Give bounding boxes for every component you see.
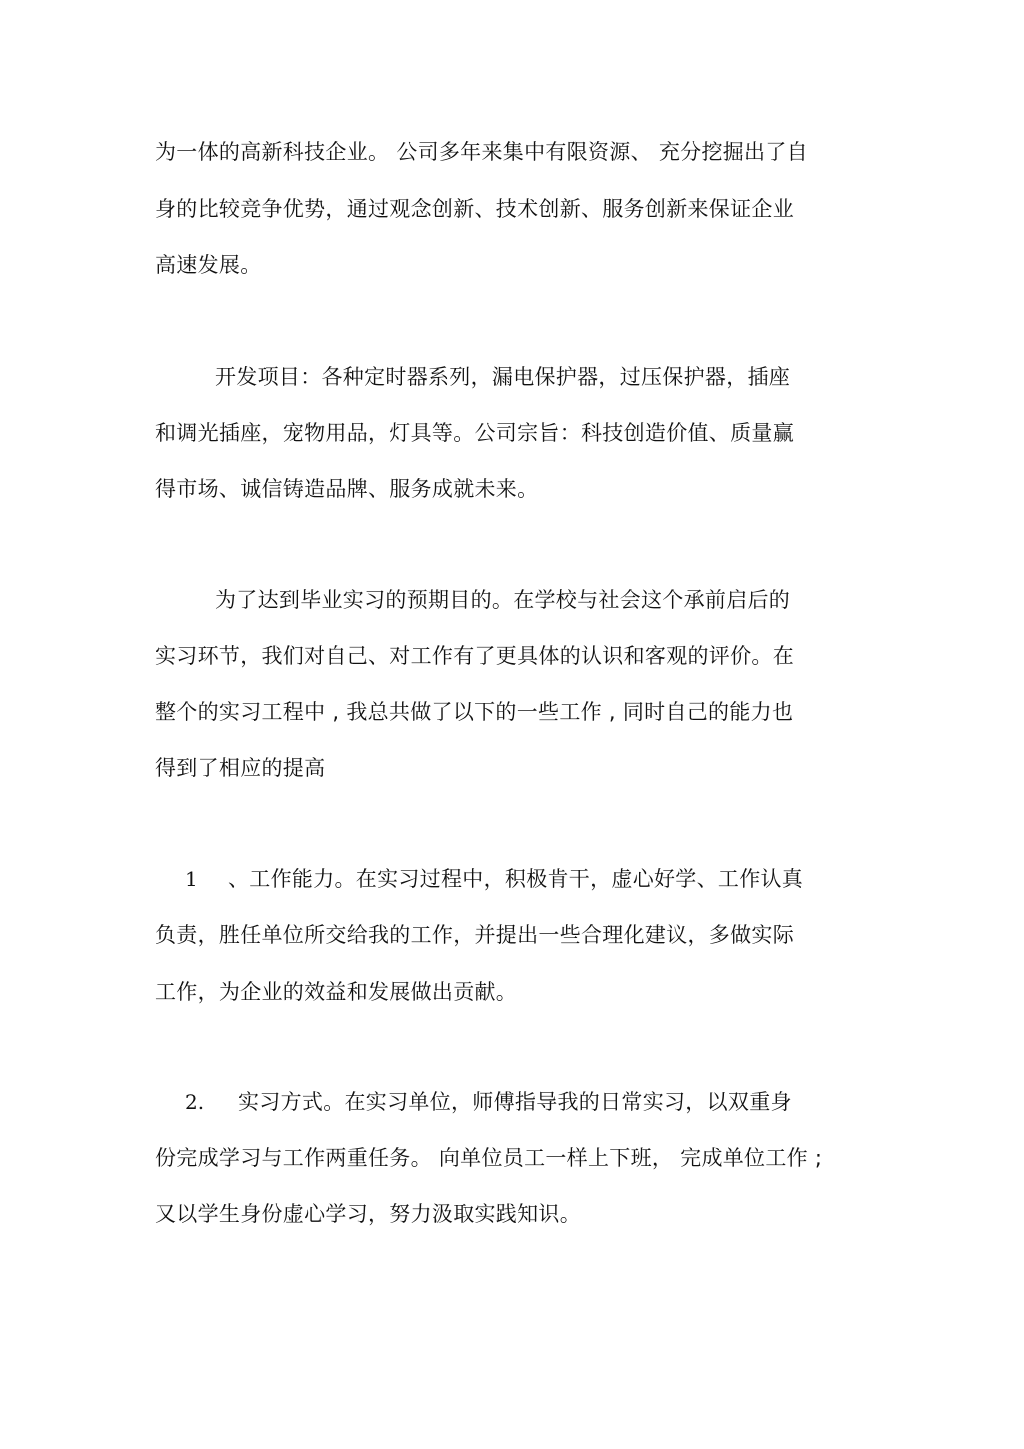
item-1-line-1: 、工作能力。在实习过程中，积极肯干，虚心好学、工作认真 — [228, 867, 804, 891]
paragraph-2-line-3: 得市场、诚信铸造品牌、服务成就未来。 — [155, 477, 539, 501]
item-2-line-2: 份完成学习与工作两重任务。 向单位员工一样上下班， 完成单位工作 ; — [155, 1146, 823, 1170]
paragraph-1-line-1: 为一体的高新科技企业。 公司多年来集中有限资源、 充分挖掘出了自 — [155, 140, 808, 164]
paragraph-1-line-3: 高速发展。 — [155, 253, 262, 277]
item-1-number: 1 — [185, 867, 198, 891]
paragraph-3-line-3: 整个的实习工程中 , 我总共做了以下的一些工作 , 同时自己的能力也 — [155, 700, 794, 724]
item-2-line-1: 实习方式。在实习单位，师傅指导我的日常实习，以双重身 — [238, 1090, 792, 1114]
paragraph-3-line-4: 得到了相应的提高 — [155, 756, 326, 780]
paragraph-3-line-2: 实习环节，我们对自己、对工作有了更具体的认识和客观的评价。在 — [155, 644, 794, 668]
paragraph-2-line-1: 开发项目：各种定时器系列，漏电保护器，过压保护器，插座 — [215, 365, 791, 389]
item-2-number: 2. — [185, 1090, 205, 1114]
item-2-line-3: 又以学生身份虚心学习，努力汲取实践知识。 — [155, 1202, 581, 1226]
item-1-line-2: 负责，胜任单位所交给我的工作，并提出一些合理化建议，多做实际 — [155, 923, 794, 947]
item-1-line-3: 工作，为企业的效益和发展做出贡献。 — [155, 980, 518, 1004]
paragraph-3-line-1: 为了达到毕业实习的预期目的。在学校与社会这个承前启后的 — [215, 588, 791, 612]
paragraph-2-line-2: 和调光插座，宠物用品，灯具等。公司宗旨：科技创造价值、质量赢 — [155, 421, 794, 445]
paragraph-1-line-2: 身的比较竞争优势，通过观念创新、技术创新、服务创新来保证企业 — [155, 197, 794, 221]
